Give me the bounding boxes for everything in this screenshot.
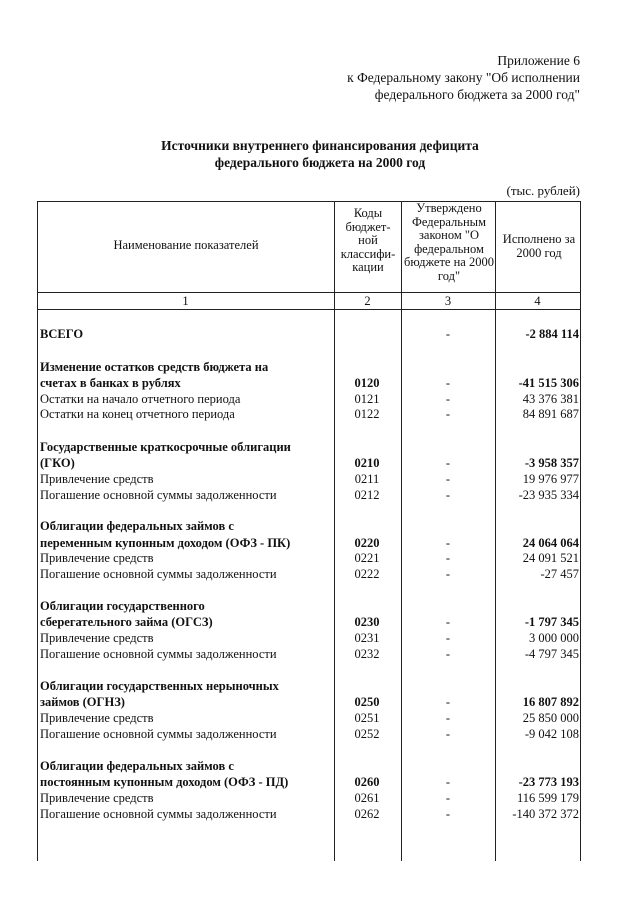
- table-row: [37, 375, 581, 391]
- row-code: 0230: [354, 615, 380, 629]
- row-approved: -: [445, 775, 451, 789]
- title-line-2: федерального бюджета на 2000 год: [214, 155, 426, 170]
- row-name: Погашение основной суммы задолженности: [40, 807, 277, 821]
- row-approved: -: [445, 631, 451, 645]
- table-row: [37, 726, 581, 742]
- row-executed: -4 797 345: [524, 647, 579, 661]
- row-name: Привлечение средств: [40, 631, 154, 645]
- row-executed: -23 935 334: [518, 488, 579, 502]
- row-name: постоянным купонным доходом (ОФЗ - ПД): [40, 775, 289, 789]
- row-name: Остатки на конец отчетного периода: [40, 407, 235, 421]
- table-row: [37, 487, 581, 503]
- table-row: [37, 566, 581, 582]
- header-executed: Исполнено за 2000 год: [502, 232, 576, 260]
- row-name: переменным купонным доходом (ОФЗ - ПК): [40, 536, 291, 550]
- row-approved: -: [445, 711, 451, 725]
- row-name: счетах в банках в рублях: [40, 376, 181, 390]
- row-approved: -: [445, 392, 451, 406]
- row-name: Погашение основной суммы задолженности: [40, 567, 277, 581]
- row-executed: -2 884 114: [525, 327, 579, 341]
- row-approved: -: [445, 536, 451, 550]
- table-row: [37, 630, 581, 646]
- row-code: 0250: [354, 695, 380, 709]
- column-number-3: 3: [444, 294, 452, 308]
- row-executed: -1 797 345: [524, 615, 579, 629]
- row-name: ВСЕГО: [40, 327, 84, 341]
- row-code: 0231: [354, 631, 380, 645]
- table-row: [37, 598, 581, 614]
- header-name: Наименование показателей: [113, 238, 259, 252]
- row-executed: 19 976 977: [522, 472, 579, 486]
- row-executed: 24 091 521: [522, 551, 579, 565]
- row-name: Погашение основной суммы задолженности: [40, 727, 277, 741]
- row-code: 0262: [354, 807, 380, 821]
- table-row: [37, 806, 581, 822]
- column-number-1: 1: [182, 294, 189, 308]
- row-approved: -: [445, 727, 451, 741]
- table-row: [37, 535, 581, 551]
- header-code: Коды бюджет-ной классифи-кации: [340, 206, 396, 274]
- row-executed: -23 773 193: [518, 775, 579, 789]
- table-row: [37, 790, 581, 806]
- table-row: [37, 774, 581, 790]
- table-row: [37, 391, 581, 407]
- row-code: 0232: [354, 647, 380, 661]
- row-approved: -: [445, 456, 451, 470]
- table-row: [37, 471, 581, 487]
- row-name: Привлечение средств: [40, 472, 154, 486]
- unit-label: (тыс. рублей): [506, 183, 580, 198]
- row-code: 0260: [354, 775, 380, 789]
- row-executed: -9 042 108: [524, 727, 579, 741]
- row-name: Погашение основной суммы задолженности: [40, 488, 277, 502]
- row-executed: -27 457: [540, 567, 579, 581]
- row-code: 0251: [354, 711, 380, 725]
- row-code: 0121: [354, 392, 380, 406]
- row-name: Привлечение средств: [40, 711, 154, 725]
- row-executed: 3 000 000: [529, 631, 579, 645]
- row-approved: -: [445, 327, 451, 341]
- row-code: 0221: [354, 551, 380, 565]
- row-name: Облигации федеральных займов с: [40, 759, 234, 773]
- row-code: 0222: [354, 567, 380, 581]
- appendix-line-2: к Федеральному закону "Об исполнении: [347, 70, 580, 85]
- appendix-reference: [260, 52, 580, 103]
- table-row: [37, 678, 581, 694]
- header-approved: Утверждено Федеральным законом "О федеральном бюджете на 2000 год": [404, 201, 494, 283]
- row-code: 0122: [354, 407, 380, 421]
- table-row: [37, 614, 581, 630]
- row-executed: -140 372 372: [512, 807, 579, 821]
- table-row: [37, 518, 581, 534]
- row-name: Привлечение средств: [40, 791, 154, 805]
- row-approved: -: [445, 407, 451, 421]
- document-title: [0, 137, 640, 171]
- appendix-line-1: Приложение 6: [497, 53, 580, 68]
- column-number-divider: [37, 309, 581, 310]
- row-approved: -: [445, 551, 451, 565]
- row-executed: 84 891 687: [522, 407, 579, 421]
- row-approved: -: [445, 567, 451, 581]
- row-name: Облигации государственного: [40, 599, 205, 613]
- table-row: [37, 359, 581, 375]
- table-border-top: [37, 201, 581, 202]
- row-name: Государственные краткосрочные облигации: [40, 440, 291, 454]
- row-code: 0210: [354, 456, 380, 470]
- row-approved: -: [445, 695, 451, 709]
- table-row: [37, 758, 581, 774]
- row-name: займов (ОГНЗ): [40, 695, 125, 709]
- row-name: Погашение основной суммы задолженности: [40, 647, 277, 661]
- row-name: Остатки на начало отчетного периода: [40, 392, 241, 406]
- row-code: 0211: [354, 472, 380, 486]
- table-row: [37, 326, 581, 342]
- row-executed: 16 807 892: [522, 695, 579, 709]
- row-approved: -: [445, 647, 451, 661]
- table-row: [37, 439, 581, 455]
- row-code: 0120: [354, 376, 380, 390]
- row-executed: -3 958 357: [524, 456, 579, 470]
- appendix-line-3: федерального бюджета за 2000 год": [374, 87, 580, 102]
- row-executed: 43 376 381: [522, 392, 579, 406]
- table-row: [37, 694, 581, 710]
- row-name: сберегательного займа (ОГСЗ): [40, 615, 213, 629]
- column-number-2: 2: [364, 294, 371, 308]
- column-number-4: 4: [534, 294, 541, 308]
- row-approved: -: [445, 472, 451, 486]
- row-approved: -: [445, 488, 451, 502]
- row-executed: -41 515 306: [518, 376, 579, 390]
- row-approved: -: [445, 791, 451, 805]
- table-row: [37, 710, 581, 726]
- row-name: Облигации федеральных займов с: [40, 519, 234, 533]
- row-code: 0220: [354, 536, 380, 550]
- row-executed: 25 850 000: [522, 711, 579, 725]
- row-code: 0261: [354, 791, 380, 805]
- row-executed: 116 599 179: [516, 791, 579, 805]
- row-approved: -: [445, 807, 451, 821]
- table-row: [37, 646, 581, 662]
- title-line-1: Источники внутреннего финансирования дефицита: [161, 138, 479, 153]
- row-name: (ГКО): [40, 456, 75, 470]
- row-name: Изменение остатков средств бюджета на: [40, 360, 269, 374]
- table-row: [37, 455, 581, 471]
- row-executed: 24 064 064: [522, 536, 579, 550]
- row-code: 0212: [354, 488, 380, 502]
- row-name: Привлечение средств: [40, 551, 154, 565]
- header-divider: [37, 292, 581, 293]
- row-approved: -: [445, 376, 451, 390]
- row-code: 0252: [354, 727, 380, 741]
- table-row: [37, 550, 581, 566]
- row-approved: -: [445, 615, 451, 629]
- row-name: Облигации государственных нерыночных: [40, 679, 279, 693]
- table-row: [37, 406, 581, 422]
